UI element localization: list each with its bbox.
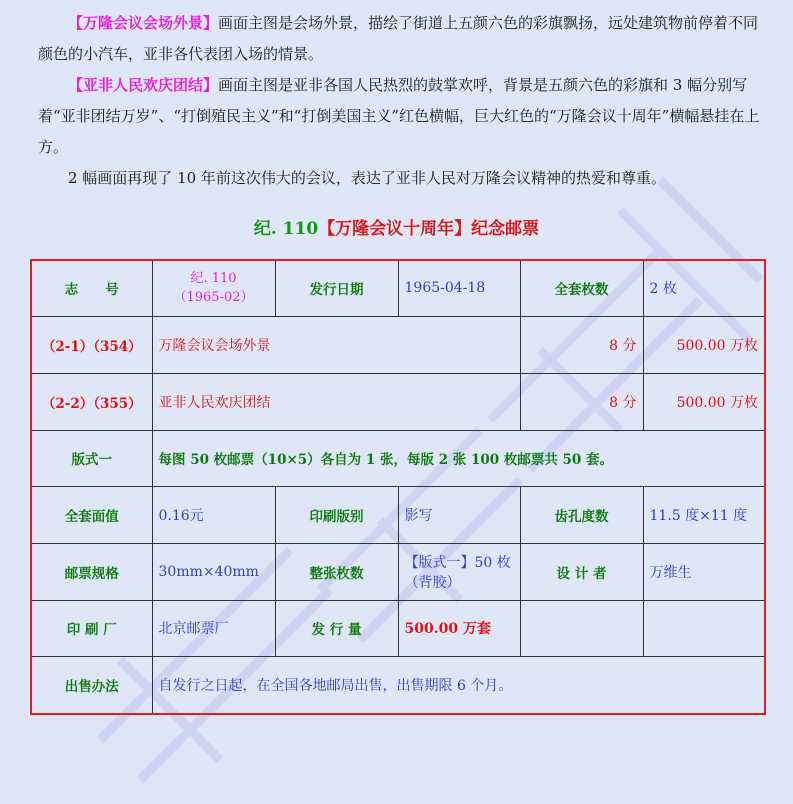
- date-value: 1965-04-18: [398, 260, 520, 316]
- designer-value: 万维生: [643, 543, 765, 600]
- table-row: [31, 260, 765, 316]
- empty-cell: [643, 600, 765, 656]
- sale-method-value: 自发行之日起，在全国各地邮局出售，出售期限 6 个月。: [152, 656, 765, 714]
- sheet-count-label: 整张枚数: [275, 543, 398, 600]
- stamp-name: 万隆会议会场外景: [152, 316, 520, 373]
- table-row: [31, 656, 765, 714]
- intro-text-2: 画面主图是亚非各国人民热烈的鼓掌欢呼，背景是五颜六色的彩旗和 3 幅分别写着“亚非团结万岁”、“打倒殖民主义”和“打倒美国主义”红色横幅，巨大红色的“万隆会议十周年”横幅悬挂在上方。: [38, 76, 760, 156]
- printer-value: 北京邮票厂: [152, 600, 275, 656]
- set-count-value: 2 枚: [643, 260, 765, 316]
- zhi-value-line-2: （1965-02）: [173, 290, 254, 306]
- perforation-value: 11.5 度×11 度: [643, 486, 765, 543]
- sheet-count-line-1: 【版式一】50 枚: [404, 554, 511, 571]
- intro-text: [38, 8, 768, 194]
- title-main: 【万隆会议十周年】纪念邮票: [318, 219, 540, 239]
- stamp-info-table: [30, 259, 766, 715]
- stamp-quantity: 500.00 万枚: [643, 373, 765, 430]
- highlight-title-2: 【亚非人民欢庆团结】: [68, 76, 219, 94]
- stamp-size-value: 30mm×40mm: [152, 543, 275, 600]
- perforation-label: 齿孔度数: [520, 486, 643, 543]
- intro-paragraph-2: [38, 70, 768, 163]
- set-count-label: 全套枚数: [520, 260, 643, 316]
- sale-method-label: 出售办法: [31, 656, 152, 714]
- face-total-value: 0.16元: [152, 486, 275, 543]
- stamp-code: （2-2）（355）: [31, 373, 152, 430]
- zhi-value: [152, 260, 275, 316]
- print-type-value: 影写: [398, 486, 520, 543]
- sheet-count-line-2: （背胶）: [404, 574, 461, 591]
- issue-label: 发 行 量: [275, 600, 398, 656]
- stamp-size-label: 邮票规格: [31, 543, 152, 600]
- stamp-face-value: 8 分: [520, 316, 643, 373]
- table-row: [31, 430, 765, 486]
- intro-paragraph-1: [38, 8, 768, 70]
- face-total-label: 全套面值: [31, 486, 152, 543]
- print-type-label: 印刷版别: [275, 486, 398, 543]
- highlight-title-1: 【万隆会议会场外景】: [68, 14, 219, 32]
- table-row: [31, 543, 765, 600]
- page-title: [0, 214, 793, 239]
- printer-label: 印 刷 厂: [31, 600, 152, 656]
- table-row: [31, 600, 765, 656]
- empty-cell: [520, 600, 643, 656]
- title-number: 纪. 110: [253, 219, 319, 239]
- table-row: [31, 316, 765, 373]
- format-value: 每图 50 枚邮票（10×5）各自为 1 张，每版 2 张 100 枚邮票共 50 套。: [152, 430, 765, 486]
- stamp-code: （2-1）（354）: [31, 316, 152, 373]
- sheet-count-value: [398, 543, 520, 600]
- intro-paragraph-3: 2 幅画面再现了 10 年前这次伟大的会议，表达了亚非人民对万隆会议精神的热爱和尊重。: [68, 169, 666, 187]
- table-row: [31, 373, 765, 430]
- date-label: 发行日期: [275, 260, 398, 316]
- stamp-face-value: 8 分: [520, 373, 643, 430]
- intro-text-1: 画面主图是会场外景，描绘了街道上五颜六色的彩旗飘扬，远处建筑物前停着不同颜色的小汽车，亚非各代表团入场的情景。: [38, 14, 759, 63]
- designer-label: 设 计 者: [520, 543, 643, 600]
- zhi-value-line-1: 纪. 110: [190, 271, 237, 287]
- stamp-quantity: 500.00 万枚: [643, 316, 765, 373]
- stamp-name: 亚非人民欢庆团结: [152, 373, 520, 430]
- zhi-label: 志 号: [31, 260, 152, 316]
- table-row: [31, 486, 765, 543]
- issue-value: 500.00 万套: [398, 600, 520, 656]
- format-label: 版式一: [31, 430, 152, 486]
